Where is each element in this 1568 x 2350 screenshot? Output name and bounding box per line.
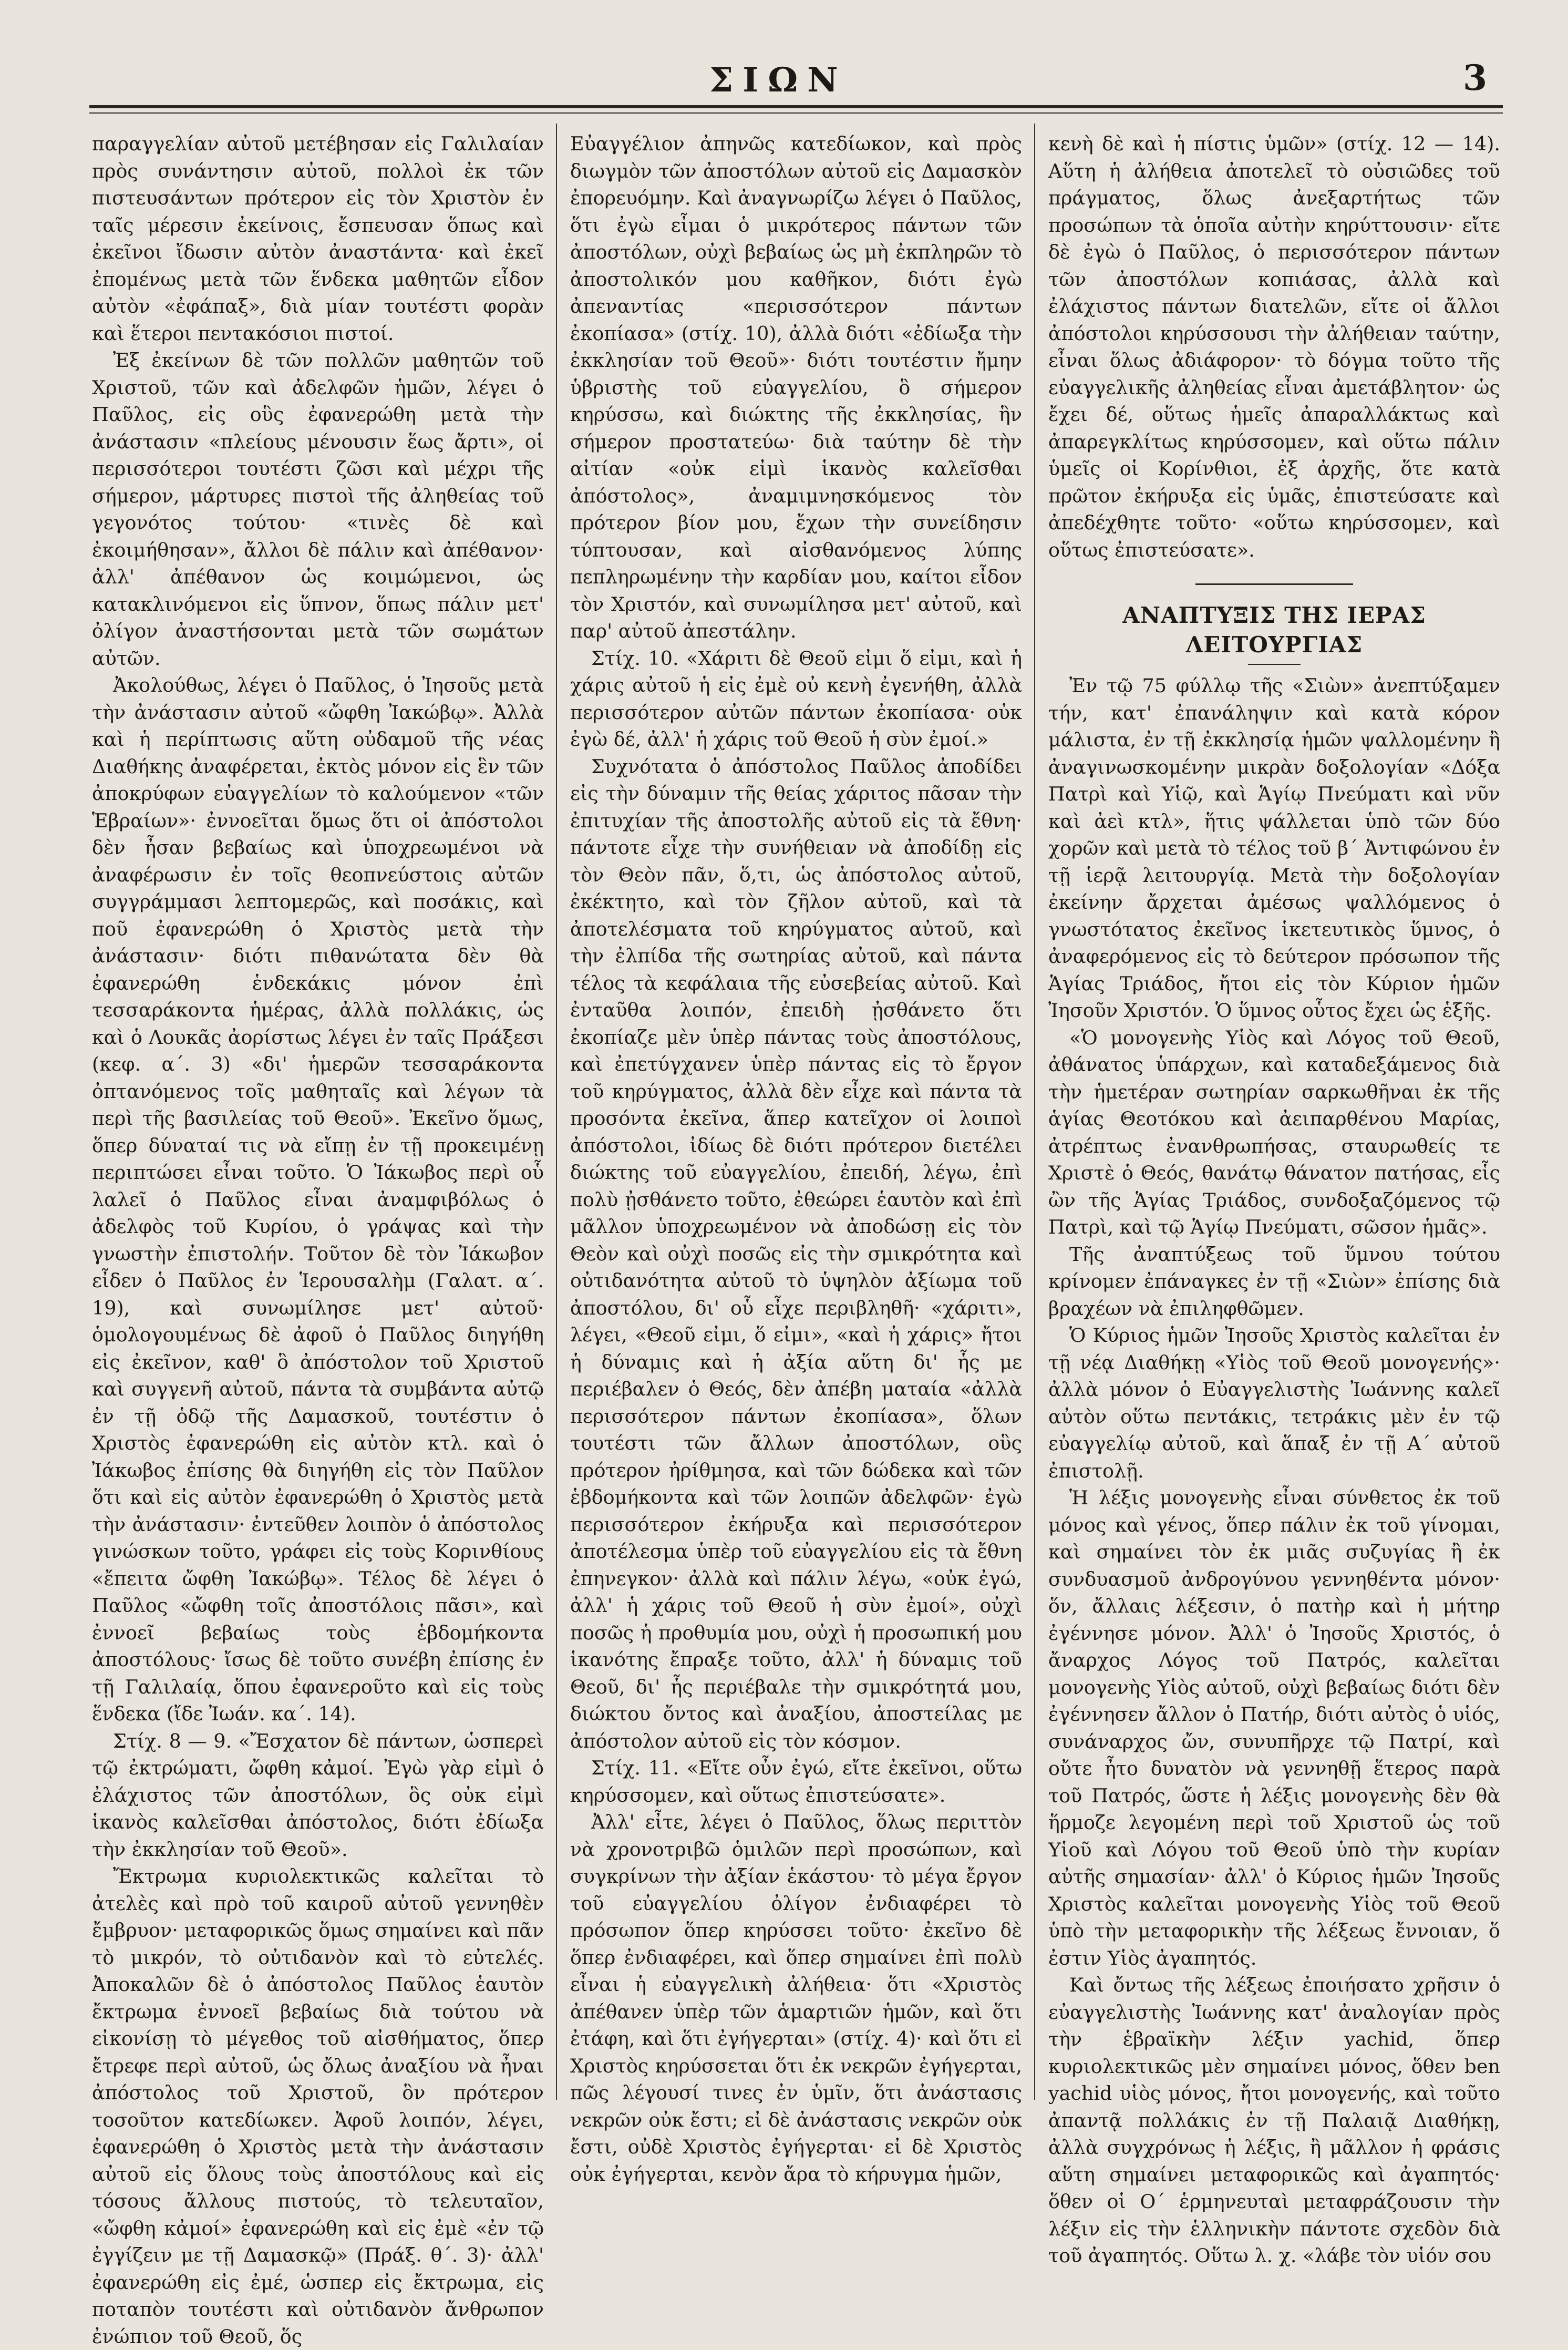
header-rule-thin	[89, 112, 1503, 114]
paragraph: Ἐν τῷ 75 φύλλῳ τῆς «Σιὼν» ἀνεπτύξαμεν τήν, κατ' ἐπανάληψιν καὶ κατὰ κόρον μάλιστα, ἐν τῇ ἐκκλησίᾳ ἡμῶν ψαλλομένην ἢ ἀναγινωσκομένην μικρὰν δοξολογίαν «Δόξα Πατρὶ καὶ Υἱῷ, καὶ Ἁγίῳ Πνεύματι καὶ νῦν καὶ ἀεὶ κτλ», ἥτις ψάλλεται ὑπὸ τῶν δύο χορῶν καὶ μετὰ τὸ τέλος τοῦ β΄ Ἀντιφώνου ἐν τῇ ἱερᾷ λειτουργίᾳ. Μετὰ τὴν δοξολογίαν ἐκείνην ἄρχεται ἀμέσως ψαλλόμενος ὁ γνωστότατος ἐκεῖνος ἱκετευτικὸς ὕμνος, ὁ ἀναφερόμενος εἰς τὸ δεύτερον πρόσωπον τῆς Ἁγίας Τριάδος, ἤτοι εἰς τὸν Κύριον ἡμῶν Ἰησοῦν Χριστόν. Ὁ ὕμνος οὗτος ἔχει ὡς ἑξῆς.	[1048, 674, 1500, 1022]
paragraph: Στίχ. 8 — 9. «Ἔσχατον δὲ πάντων, ὡσπερεὶ τῷ ἐκτρώματι, ὤφθη κἀμοί. Ἐγὼ γὰρ εἰμὶ ὁ ἐλάχιστος τῶν ἀποστόλων, ὃς οὐκ εἰμὶ ἱκανὸς καλεῖσθαι ἀπόστολος, διότι ἐδίωξα τὴν ἐκκλησίαν τοῦ Θεοῦ».	[92, 1729, 544, 1861]
paragraph: «Ὁ μονογενὴς Υἱὸς καὶ Λόγος τοῦ Θεοῦ, ἀθάνατος ὑπάρχων, καὶ καταδεξάμενος διὰ τὴν ἡμετέραν σωτηρίαν σαρκωθῆναι ἐκ τῆς ἁγίας Θεοτόκου καὶ ἀειπαρθένου Μαρίας, ἀτρέπτως ἐνανθρωπήσας, σταυρωθείς τε Χριστὲ ὁ Θεός, θανάτῳ θάνατον πατήσας, εἷς ὢν τῆς Ἁγίας Τριάδος, συνδοξαζόμενος τῷ Πατρὶ, καὶ τῷ Ἁγίῳ Πνεύματι, σῶσον ἡμᾶς».	[1048, 1026, 1500, 1238]
paragraph: Ἀλλ' εἶτε, λέγει ὁ Παῦλος, ὅλως περιττὸν νὰ χρονοτριβῶ ὁμιλῶν περὶ προσώπων, καὶ συγκρίνων τὴν ἀξίαν ἑκάστου· τὸ μέγα ἔργον τοῦ εὐαγγελίου ὀλίγον ἐνδιαφέρει τὸ πρόσωπον ὅπερ κηρύσσει τοῦτο· ἐκεῖνο δὲ ὅπερ ἐνδιαφέρει, καὶ ὅπερ σημαίνει ἐπὶ πολὺ εἶναι ἡ εὐαγγελικὴ ἀλήθεια· ὅτι «Χριστὸς ἀπέθανεν ὑπὲρ τῶν ἁμαρτιῶν ἡμῶν, καὶ ὅτι ἐτάφη, καὶ ὅτι ἐγήγερται» (στίχ. 4)· καὶ ὅτι εἰ Χριστὸς κηρύσσεται ὅτι ἐκ νεκρῶν ἐγήγερται, πῶς λέγουσί τινες ἐν ὑμῖν, ὅτι ἀνάστασις νεκρῶν οὐκ ἔστι; εἰ δὲ ἀνάστασις νεκρῶν οὐκ ἔστι, οὐδὲ Χριστὸς ἐγήγερται· εἰ δὲ Χριστὸς οὐκ ἐγήγερται, κενὸν ἄρα τὸ κήρυγμα ἡμῶν,	[570, 1811, 1022, 2185]
paragraph: Εὐαγγέλιον ἀπηνῶς κατεδίωκον, καὶ πρὸς διωγμὸν τῶν ἀποστόλων αὐτοῦ εἰς Δαμασκὸν ἐπορευόμην. Καὶ ἀναγνωρίζω λέγει ὁ Παῦλος, ὅτι ἐγὼ εἶμαι ὁ μικρότερος πάντων τῶν ἀποστόλων, οὐχὶ βεβαίως ὡς μὴ ἐκπληρῶν τὸ ἀποστολικόν μου καθῆκον, διότι ἐγὼ ἀπεναντίας «περισσότερον πάντων ἐκοπίασα» (στίχ. 10), ἀλλὰ διότι «ἐδίωξα τὴν ἐκκλησίαν τοῦ Θεοῦ»· διότι τουτέστιν ἤμην ὑβριστὴς τοῦ εὐαγγελίου, ὃ σήμερον κηρύσσω, καὶ διώκτης τῆς ἐκκλησίας, ἣν σήμερον προστατεύω· διὰ ταύτην δὲ τὴν αἰτίαν «οὐκ εἰμὶ ἱκανὸς καλεῖσθαι ἀπόστολος», ἀναμιμνησκόμενος τὸν πρότερον βίον μου, ἔχων τὴν συνείδησιν τύπτουσαν, καὶ αἰσθανόμενος λύπης πεπληρωμένην τὴν καρδίαν μου, καίτοι εἶδον τὸν Χριστόν, καὶ συνωμίλησα μετ' αὐτοῦ, καὶ παρ' αὐτοῦ ἀπεστάλην.	[570, 132, 1022, 642]
paragraph: κενὴ δὲ καὶ ἡ πίστις ὑμῶν» (στίχ. 12 — 14). Αὕτη ἡ ἀλήθεια ἀποτελεῖ τὸ οὐσιῶδες τοῦ πράγματος, ὅλως ἀνεξαρτήτως τῶν προσώπων τὰ ὁποῖα αὐτὴν κηρύττουσιν· εἴτε δὲ ἐγὼ ὁ Παῦλος, ὁ περισσότερον πάντων τῶν ἀποστόλων κοπιάσας, ἀλλὰ καὶ ἐλάχιστος πάντων διατελῶν, εἴτε οἱ ἄλλοι ἀπόστολοι κηρύσσουσι τὴν ἀλήθειαν ταύτην, εἶναι ὅλως ἀδιάφορον· τὸ δόγμα τοῦτο τῆς εὐαγγελικῆς ἀληθείας εἶναι ἀμετάβλητον· ὡς ἔχει δέ, οὕτως ἡμεῖς ἀπαραλλάκτως καὶ ἀπαρεγκλίτως κηρύσσομεν, καὶ οὕτω πάλιν ὑμεῖς οἱ Κορίνθιοι, ἐξ ἀρχῆς, ὅτε κατὰ πρῶτον ἐκήρυξα εἰς ὑμᾶς, ἐπιστεύσατε καὶ ἀπεδέχθητε τοῦτο· «οὕτω κηρύσσομεν, καὶ οὕτως ἐπιστεύσατε».	[1048, 132, 1500, 561]
paragraph: Καὶ ὄντως τῆς λέξεως ἐποιήσατο χρῆσιν ὁ εὐαγγελιστὴς Ἰωάννης κατ' ἀναλογίαν πρὸς τὴν ἑβραϊκὴν λέξιν yachid, ὅπερ κυριολεκτικῶς μὲν σημαίνει μόνος, ὅθεν ben yachid υἱὸς μόνος, ἤτοι μονογενής, καὶ τοῦτο ἀπαντᾷ πολλάκις ἐν τῇ Παλαιᾷ Διαθήκῃ, ἀλλὰ συγχρόνως ἡ λέξις, ἢ μᾶλλον ἡ φράσις αὕτη σημαίνει μεταφορικῶς καὶ ἀγαπητός· ὅθεν οἱ Ο΄ ἑρμηνευταὶ μεταφράζουσιν τὴν λέξιν εἰς τὴν ἑλληνικὴν πάντοτε σχεδὸν διὰ τοῦ ἀγαπητός. Οὕτω λ. χ. «λάβε τὸν υἱόν σου	[1048, 1974, 1500, 2267]
paragraph: Στίχ. 10. «Χάριτι δὲ Θεοῦ εἰμι ὅ εἰμι, καὶ ἡ χάρις αὐτοῦ ἡ εἰς ἐμὲ οὐ κενὴ ἐγενήθη, ἀλλὰ περισσότερον αὐτῶν πάντων ἐκοπίασα· οὐκ ἐγὼ δέ, ἀλλ' ἡ χάρις τοῦ Θεοῦ ἡ σὺν ἐμοί.»	[570, 646, 1022, 751]
column-divider	[1034, 124, 1035, 2100]
column-1	[92, 130, 544, 2348]
paragraph: Ὁ Κύριος ἡμῶν Ἰησοῦς Χριστὸς καλεῖται ἐν τῇ νέᾳ Διαθήκῃ «Υἱὸς τοῦ Θεοῦ μονογενής»· ἀλλὰ μόνον ὁ Εὐαγγελιστὴς Ἰωάννης καλεῖ αὐτὸν οὕτω πεντάκις, τετράκις μὲν ἐν τῷ εὐαγγελίῳ αὐτοῦ, καὶ ἅπαξ ἐν τῇ Α΄ αὐτοῦ ἐπιστολῇ.	[1048, 1324, 1500, 1482]
paragraph: Συχνότατα ὁ ἀπόστολος Παῦλος ἀποδίδει εἰς τὴν δύναμιν τῆς θείας χάριτος πᾶσαν τὴν ἐπιτυχίαν τῆς ἀποστολῆς αὐτοῦ εἰς τὰ ἔθνη· πάντοτε εἶχε τὴν συνήθειαν νὰ ἀποδίδῃ εἰς τὸν Θεὸν πᾶν, ὅ,τι, ὡς ἀπόστολος αὐτοῦ, ἐκέκτητο, καὶ τὸν ζῆλον αὐτοῦ, καὶ τὰ ἀποτελέσματα τοῦ κηρύγματος αὐτοῦ, καὶ τὴν ἐλπίδα τῆς σωτηρίας αὐτοῦ, καὶ πάντα τέλος τὰ κεφάλαια τῆς εὐσεβείας αὐτοῦ. Καὶ ἐνταῦθα λοιπόν, ἐπειδὴ ᾐσθάνετο ὅτι ἐκοπίαζε μὲν ὑπὲρ πάντας τοὺς ἀποστόλους, καὶ ἐπετύγχανεν ὑπὲρ πάντας εἰς τὸ ἔργον τοῦ κηρύγματος, ἀλλὰ δὲν εἶχε καὶ πάντα τὰ προσόντα ἐκεῖνα, ἅπερ κατεῖχον οἱ λοιποὶ ἀπόστολοι, ἰδίως δὲ διότι πρότερον διετέλει διώκτης τοῦ εὐαγγελίου, ἐπειδή, λέγω, ἐπὶ πολὺ ᾐσθάνετο τοῦτο, ἐθεώρει ἑαυτὸν καὶ ἐπὶ μᾶλλον ὑποχρεωμένον νὰ ἀποδώσῃ εἰς τὸν Θεὸν καὶ οὐχὶ ποσῶς εἰς τὴν σμικρότητα καὶ οὐτιδανότητα αὐτοῦ τὸ ὑψηλὸν ἀξίωμα τοῦ ἀποστόλου, δι' οὗ εἶχε περιβληθῆ· «χάριτι», λέγει, «Θεοῦ εἰμι, ὅ εἰμι», «καὶ ἡ χάρις» ἤτοι ἡ δύναμις καὶ ἡ ἀξία αὕτη δι' ἧς με περιέβαλεν ὁ Θεός, δὲν ἀπέβη ματαία «ἀλλὰ περισσότερον πάντων ἐκοπίασα», ὅλων τουτέστι τῶν ἄλλων ἀποστόλων, οὓς πρότερον ἠρίθμησα, καὶ τῶν δώδεκα καὶ τῶν ἑβδομήκοντα καὶ τῶν λοιπῶν ἀδελφῶν· ἐγὼ περισσότερον ἐκήρυξα καὶ περισσότερον ἀποτέλεσμα ὑπὲρ τοῦ εὐαγγελίου εἰς τὰ ἔθνη ἐπηνεγκον· ἀλλὰ καὶ πάλιν λέγω, «οὐκ ἐγώ, ἀλλ' ἡ χάρις τοῦ Θεοῦ ἡ σὺν ἐμοί», οὐχὶ ποσῶς ἡ προθυμία μου, οὐχὶ ἡ προσωπική μου ἱκανότης ἔπραξε τοῦτο, ἀλλ' ἡ δύναμις τοῦ Θεοῦ, δι' ἧς περιέβαλε τὴν σμικρότητά μου, διώκτου ὄντος καὶ ἀναξίου, ἀποστείλας με ἀπόστολον αὐτοῦ εἰς τὸν κόσμον.	[570, 755, 1022, 1752]
column-3	[1048, 130, 1500, 2267]
column-divider	[556, 124, 557, 2100]
paragraph: Στίχ. 11. «Εἴτε οὖν ἐγώ, εἴτε ἐκεῖνοι, οὕτω κηρύσσομεν, καὶ οὕτως ἐπιστεύσατε».	[570, 1757, 1022, 1807]
title-underline	[1248, 664, 1301, 665]
page-number: 3	[1463, 57, 1487, 98]
section-title: ΑΝΑΠΤΥΞΙΣ ΤΗΣ ΙΕΡΑΣ ΛΕΙΤΟΥΡΓΙΑΣ	[1122, 602, 1426, 658]
paragraph: Ἀκολούθως, λέγει ὁ Παῦλος, ὁ Ἰησοῦς μετὰ τὴν ἀνάστασιν αὐτοῦ «ὤφθη Ἰακώβῳ». Ἀλλὰ καὶ ἡ περίπτωσις αὕτη οὐδαμοῦ τῆς νέας Διαθήκης ἀναφέρεται, ἐκτὸς μόνον εἰς ἓν τῶν ἀποκρύφων εὐαγγελίων τὸ καλούμενον «τῶν Ἑβραίων»· ἐννοεῖται ὅμως ὅτι οἱ ἀπόστολοι δὲν ἦσαν βεβαίως καὶ ὑποχρεωμένοι νὰ ἀναφέρωσιν ἐν τοῖς θεοπνεύστοις αὐτῶν συγγράμμασι λεπτομερῶς, καὶ ποσάκις, καὶ ποῦ ἐφανερώθη ὁ Χριστὸς μετὰ τὴν ἀνάστασιν· διότι πιθανώτατα δὲν θὰ ἐφανερώθη ἑνδεκάκις μόνον ἐπὶ τεσσαράκοντα ἡμέρας, ἀλλὰ πολλάκις, ὡς καὶ ὁ Λουκᾶς ἀορίστως λέγει ἐν ταῖς Πράξεσι (κεφ. α΄. 3) «δι' ἡμερῶν τεσσαράκοντα ὀπτανόμενος τοῖς μαθηταῖς καὶ λέγων τὰ περὶ τῆς βασιλείας τοῦ Θεοῦ». Ἐκεῖνο ὅμως, ὅπερ δύναταί τις νὰ εἴπῃ ἐν τῇ προκειμένῃ περιπτώσει εἶναι τοῦτο. Ὁ Ἰάκωβος περὶ οὗ λαλεῖ ὁ Παῦλος εἶναι ἀναμφιβόλως ὁ ἀδελφὸς τοῦ Κυρίου, ὁ γράψας καὶ τὴν γνωστὴν ἐπιστολήν. Τοῦτον δὲ τὸν Ἰάκωβον εἶδεν ὁ Παῦλος ἐν Ἱερουσαλὴμ (Γαλατ. α΄. 19), καὶ συνωμίλησε μετ' αὐτοῦ· ὁμολογουμένως δὲ ἀφοῦ ὁ Παῦλος διηγήθη εἰς ἐκεῖνον, καθ' ὃ ἀπόστολον τοῦ Χριστοῦ καὶ συγγενῆ αὐτοῦ, πάντα τὰ συμβάντα αὐτῷ ἐν τῇ ὁδῷ τῆς Δαμασκοῦ, τουτέστιν ὁ Χριστὸς ἐφανερώθη εἰς αὐτὸν κτλ. καὶ ὁ Ἰάκωβος ἐπίσης θὰ διηγήθη εἰς τὸν Παῦλον ὅτι καὶ εἰς αὐτὸν ἐφανερώθη ὁ Χριστὸς μετὰ τὴν ἀνάστασιν· ἐντεῦθεν λοιπὸν ὁ ἀπόστολος γινώσκων τοῦτο, γράφει εἰς τοὺς Κορινθίους «ἔπειτα ὤφθη Ἰακώβῳ». Τέλος δὲ λέγει ὁ Παῦλος «ὤφθη τοῖς ἀποστόλοις πᾶσι», καὶ ἐννοεῖ βεβαίως τοὺς ἑβδομήκοντα ἀποστόλους· ἴσως δὲ τοῦτο συνέβη ἐπίσης ἐν τῇ Γαλιλαίᾳ, ὅπου ἐφανεροῦτο καὶ εἰς τοὺς ἕνδεκα (ἴδε Ἰωάν. κα΄. 14).	[92, 674, 544, 1725]
paragraph: Ἡ λέξις μονογενὴς εἶναι σύνθετος ἐκ τοῦ μόνος καὶ γένος, ὅπερ πάλιν ἐκ τοῦ γίνομαι, καὶ σημαίνει τὸν ἐκ μιᾶς συζυγίας ἢ ἐκ συνδυασμοῦ ἀνδρογύνου γεννηθέντα μόνον· ὅν, ἄλλαις λέξεσιν, ὁ πατὴρ καὶ ἡ μήτηρ ἐγέννησε μόνον. Ἀλλ' ὁ Ἰησοῦς Χριστός, ὁ ἄναρχος Λόγος τοῦ Πατρός, καλεῖται μονογενὴς Υἱὸς αὐτοῦ, οὐχὶ βεβαίως διότι δὲν ἐγέννησεν ἄλλον ὁ Πατήρ, διότι αὐτὸς ὁ υἱός, συνάναρχος ὤν, συνυπῆρχε τῷ Πατρί, καὶ οὔτε ἦτο δυνατὸν νὰ γεννηθῇ ἕτερος παρὰ τοῦ Πατρός, ὥστε ἡ λέξις μονογενὴς δὲν θὰ ἥρμοζε λεγομένη περὶ τοῦ Χριστοῦ ὡς τοῦ Υἱοῦ καὶ Λόγου τοῦ Θεοῦ ὑπὸ τὴν κυρίαν αὐτῆς σημασίαν· ἀλλ' ὁ Κύριος ἡμῶν Ἰησοῦς Χριστὸς καλεῖται μονογενὴς Υἱὸς τοῦ Θεοῦ ὑπὸ τὴν μεταφορικὴν τῆς λέξεως ἔννοιαν, ὅ ἐστιν Υἱὸς ἀγαπητός.	[1048, 1486, 1500, 1969]
section-separator	[1195, 583, 1353, 585]
paragraph: Ἐξ ἐκείνων δὲ τῶν πολλῶν μαθητῶν τοῦ Χριστοῦ, τῶν καὶ ἀδελφῶν ἡμῶν, λέγει ὁ Παῦλος, εἰς οὓς ἐφανερώθη μετὰ τὴν ἀνάστασιν «πλείους μένουσιν ἕως ἄρτι», οἱ περισσότεροι τουτέστι ζῶσι καὶ μέχρι τῆς σήμερον, μάρτυρες πιστοὶ τῆς ἀληθείας τοῦ γεγονότος τούτου· «τινὲς δὲ καὶ ἐκοιμήθησαν», ἄλλοι δὲ πάλιν καὶ ἀπέθανον· ἀλλ' ἀπέθανον ὡς κοιμώμενοι, ὡς κατακλινόμενοι εἰς ὕπνον, ὅπως πάλιν μετ' ὀλίγον ἀναστήσονται μετὰ τῶν σωμάτων αὐτῶν.	[92, 349, 544, 670]
header-rule-thick	[89, 105, 1503, 108]
masthead	[89, 50, 1503, 108]
paragraph: παραγγελίαν αὐτοῦ μετέβησαν εἰς Γαλιλαίαν πρὸς συνάντησιν αὐτοῦ, πολλοὶ ἐκ τῶν πιστευσάντων πρότερον εἰς τὸν Χριστὸν ἐν ταῖς μέρεσιν ἐκείνοις, ἔσπευσαν ὅπως καὶ ἐκεῖνοι ἴδωσιν αὐτὸν ἀναστάντα· καὶ ἐκεῖ ἐπομένως μετὰ τῶν ἕνδεκα μαθητῶν εἶδον αὐτὸν «ἐφάπαξ», διὰ μίαν τουτέστι φορὰν καὶ ἕτεροι πεντακόσιοι πιστοί.	[92, 132, 544, 345]
column-2	[570, 130, 1022, 2185]
paragraph: Ἔκτρωμα κυριολεκτικῶς καλεῖται τὸ ἀτελὲς καὶ πρὸ τοῦ καιροῦ αὐτοῦ γεννηθὲν ἔμβρυον· μεταφορικῶς ὅμως σημαίνει καὶ πᾶν τὸ μικρόν, τὸ οὐτιδανὸν καὶ τὸ εὐτελές. Ἀποκαλῶν δὲ ὁ ἀπόστολος Παῦλος ἑαυτὸν ἔκτρωμα ἐννοεῖ βεβαίως διὰ τούτου νὰ εἰκονίσῃ τὸ μέγεθος τοῦ αἰσθήματος, ὅπερ ἔτρεφε περὶ αὐτοῦ, ὡς ὄλως ἀναξίου νὰ ἦναι ἀπόστολος τοῦ Χριστοῦ, ὃν πρότερον τοσοῦτον κατεδίωκεν. Ἀφοῦ λοιπόν, λέγει, ἐφανερώθη ὁ Χριστὸς μετὰ τὴν ἀνάστασιν αὐτοῦ εἰς ὅλους τοὺς ἀποστόλους καὶ εἰς τόσους ἄλλους πιστούς, τὸ τελευταῖον, «ὤφθη κἀμοί» ἐφανερώθη καὶ εἰς ἐμὲ «ἐν τῷ ἐγγίζειν με τῇ Δαμασκῷ» (Πράξ. θ΄. 3)· ἀλλ' ἐφανερώθη εἰς ἐμέ, ὡσπερ εἰς ἔκτρωμα, εἰς ποταπὸν τουτέστι καὶ οὐτιδανὸν ἄνθρωπον ἐνώπιον τοῦ Θεοῦ, ὅς	[92, 1865, 544, 2348]
newspaper-title: ΣΙΩΝ	[709, 60, 848, 100]
paragraph: Τῆς ἀναπτύξεως τοῦ ὕμνου τούτου κρίνομεν ἐπάναγκες ἐν τῇ «Σιὼν» ἐπίσης διὰ βραχέων νὰ ἐπιληφθῶμεν.	[1048, 1243, 1500, 1320]
